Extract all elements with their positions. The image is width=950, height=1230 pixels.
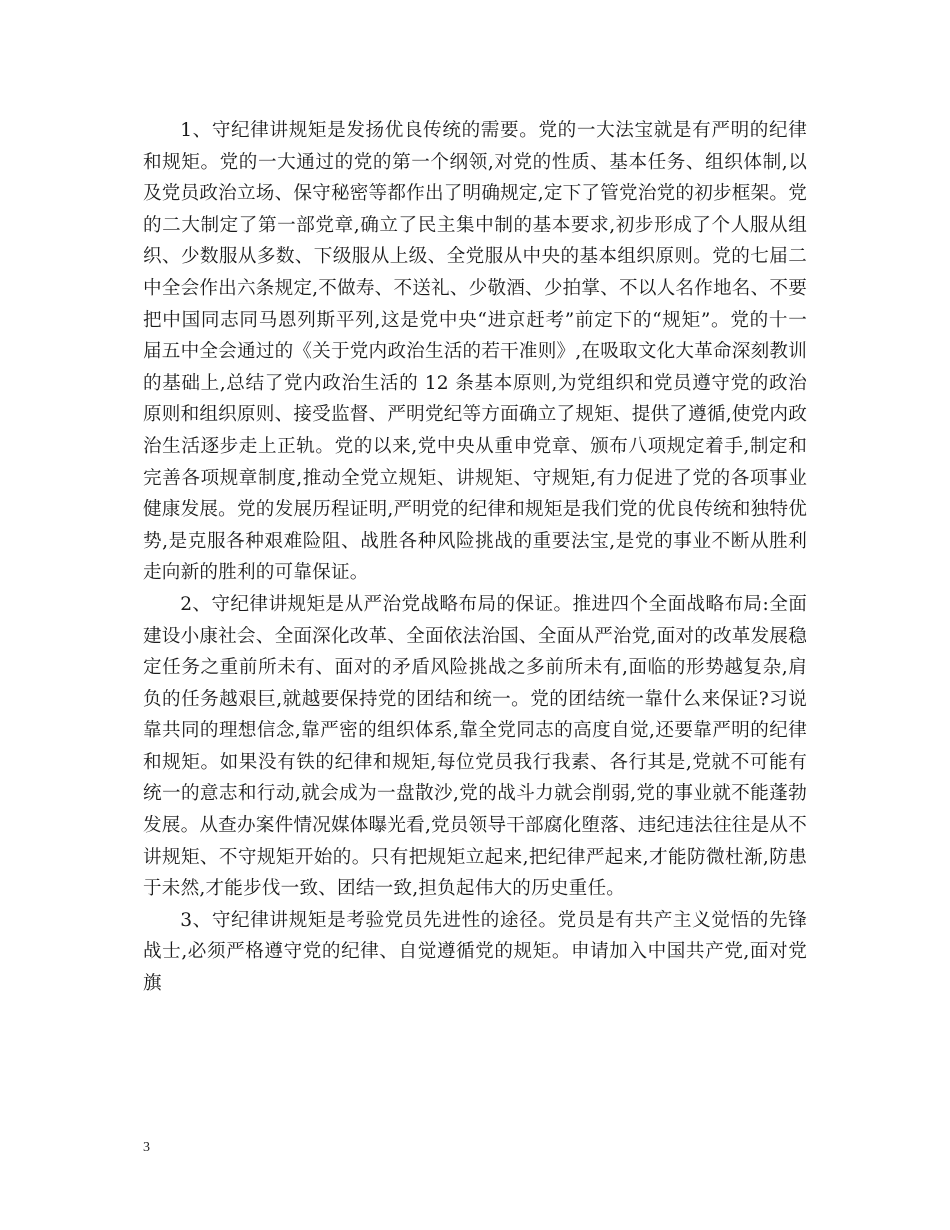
paragraph-3: 3、守纪律讲规矩是考验党员先进性的途径。党员是有共产主义觉悟的先锋战士,必须严格遵守党的纪律、自觉遵循党的规矩。申请加入中国共产党,面对党旗 bbox=[143, 909, 807, 995]
paragraph-1: 1、守纪律讲规矩是发扬优良传统的需要。党的一大法宝就是有严明的纪律和规矩。党的一大通过的党的第一个纲领,对党的性质、基本任务、组织体制,以及党员政治立场、保守秘密等都作出了明确规定,定下了管党治党的初步框架。党的二大制定了第一部党章,确立了民主集中制的基本要求,初步形成了个人服从组织、少数服从多数、下级服从上级、全党服从中央的基本组织原则。党的七届二中全会作出六条规定,不做寿、不送礼、少敬酒、少拍掌、不以人名作地名、不要把中国同志同马恩列斯平列,这是党中央“进京赶考”前定下的“规矩”。党的十一届五中全会通过的《关于党内政治生活的若干准则》,在吸取文化大革命深刻教训的基础上,总结了党内政治生活的 12 条基本原则,为党组织和党员遵守党的政治原则和组织原则、接受监督、严明党纪等方面确立了规矩、提供了遵循,使党内政治生活逐步走上正轨。党的以来,党中央从重申党章、颁布八项规定着手,制定和完善各项规章制度,推动全党立规矩、讲规矩、守规矩,有力促进了党的各项事业健康发展。党的发展历程证明,严明党的纪律和规矩是我们党的优良传统和独特优势,是克服各种艰难险阻、战胜各种风险挑战的重要法宝,是党的事业不断从胜利走向新的胜利的可靠保证。 bbox=[143, 120, 807, 584]
paragraph-2: 2、守纪律讲规矩是从严治党战略布局的保证。推进四个全面战略布局:全面建设小康社会、全面深化改革、全面依法治国、全面从严治党,面对的改革发展稳定任务之重前所未有、面对的矛盾风险挑战之多前所未有,面临的形势越复杂,肩负的任务越艰巨,就越要保持党的团结和统一。党的团结统一靠什么来保证?习说靠共同的理想信念,靠严密的组织体系,靠全党同志的高度自觉,还要靠严明的纪律和规矩。如果没有铁的纪律和规矩,每位党员我行我素、各行其是,党就不可能有统一的意志和行动,就会成为一盘散沙,党的战斗力就会削弱,党的事业就不能蓬勃发展。从查办案件情况媒体曝光看,党员领导干部腐化堕落、违纪违法往往是从不讲规矩、不守规矩开始的。只有把规矩立起来,把纪律严起来,才能防微杜渐,防患于未然,才能步伐一致、团结一致,担负起伟大的历史重任。 bbox=[143, 593, 807, 900]
page-number: 3 bbox=[143, 1140, 150, 1155]
document-body bbox=[143, 115, 807, 1000]
